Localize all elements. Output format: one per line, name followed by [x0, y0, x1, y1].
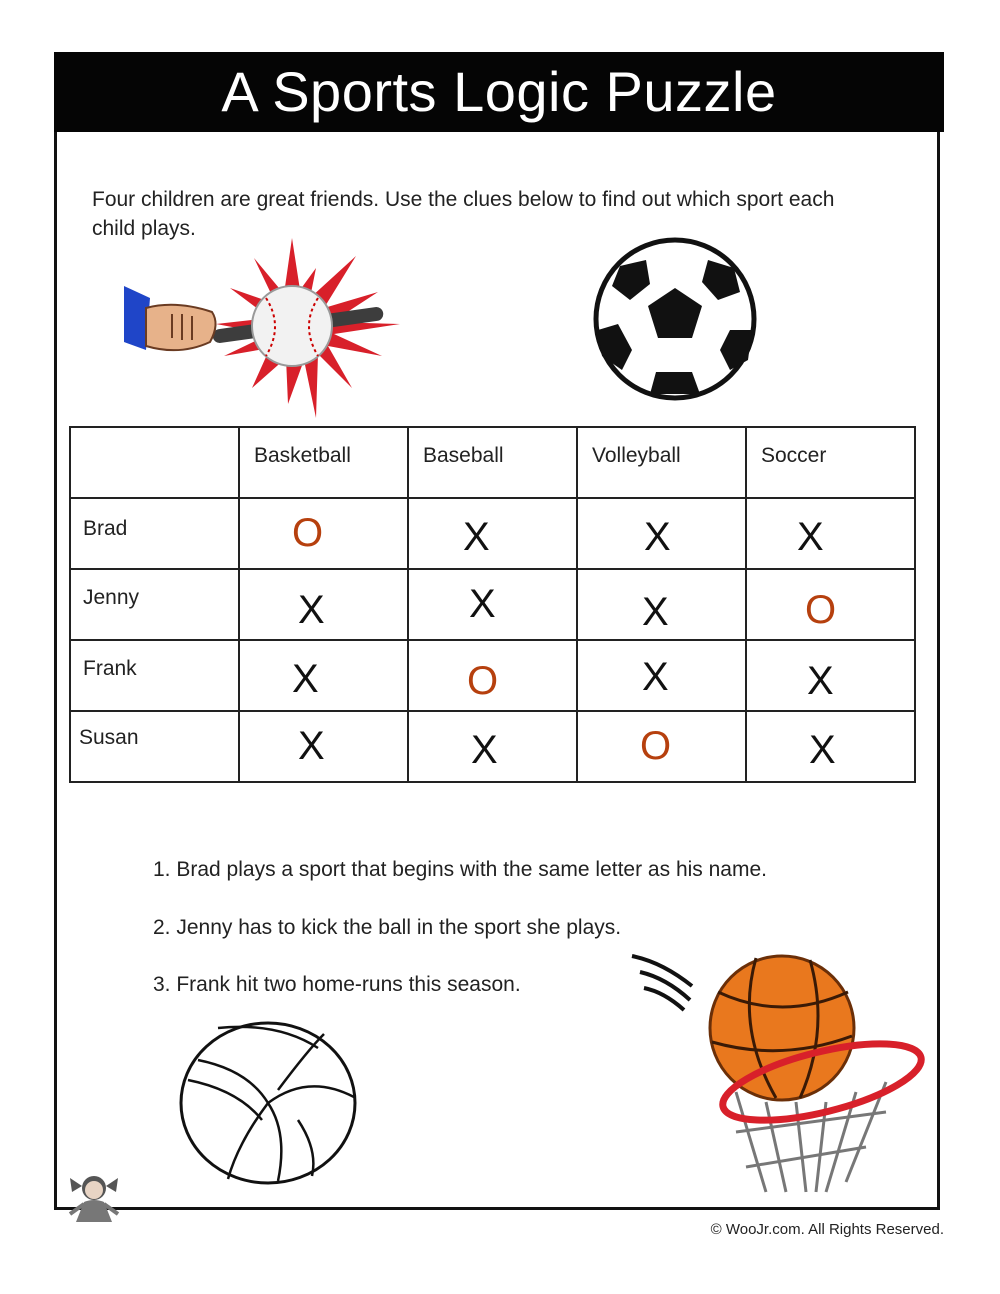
answer-mark: X [642, 590, 669, 634]
basketball-hoop-icon [626, 932, 931, 1202]
title-banner [54, 52, 944, 132]
mascot-girl-icon [62, 1172, 126, 1232]
row-header [70, 640, 239, 711]
answer-mark: O [292, 511, 324, 555]
column-label: Volleyball [592, 444, 681, 467]
soccer-ball-icon [590, 238, 760, 400]
answer-mark: X [809, 728, 836, 772]
grid-row-brad [70, 498, 915, 569]
clue-item: 3. Frank hit two home-runs this season. [153, 973, 521, 996]
answer-mark: O [805, 588, 837, 632]
copyright-footer: © WooJr.com. All Rights Reserved. [710, 1221, 944, 1238]
column-header-volleyball [577, 427, 746, 498]
answer-mark: X [298, 724, 325, 768]
baseball-bat-hit-icon [120, 238, 405, 423]
grid-cell[interactable] [408, 569, 577, 640]
column-header-basketball [239, 427, 408, 498]
grid-cell[interactable] [746, 498, 915, 569]
row-label: Brad [83, 517, 128, 540]
column-label: Baseball [423, 444, 504, 467]
grid-row-jenny [70, 569, 915, 640]
grid-cell[interactable] [577, 711, 746, 782]
grid-cell[interactable] [746, 640, 915, 711]
grid-cell[interactable] [408, 711, 577, 782]
row-label: Frank [83, 657, 137, 680]
page-title: A Sports Logic Puzzle [221, 60, 777, 123]
grid-cell[interactable] [408, 640, 577, 711]
grid-cell[interactable] [239, 711, 408, 782]
column-label: Soccer [761, 444, 827, 467]
answer-mark: X [797, 515, 824, 559]
answer-mark: X [642, 655, 669, 699]
row-label: Susan [79, 726, 139, 749]
grid-row-susan [70, 711, 915, 782]
grid-corner-cell [70, 427, 239, 498]
column-header-baseball [408, 427, 577, 498]
answer-mark: X [644, 515, 671, 559]
grid-cell[interactable] [577, 640, 746, 711]
answer-mark: X [807, 659, 834, 703]
row-header [70, 569, 239, 640]
intro-text: Four children are great friends. Use the clues below to find out which sport each child plays. [92, 188, 835, 240]
grid-cell[interactable] [746, 569, 915, 640]
grid-cell[interactable] [239, 569, 408, 640]
grid-row-frank [70, 640, 915, 711]
answer-mark: X [469, 582, 496, 626]
row-label: Jenny [83, 586, 140, 609]
column-label: Basketball [254, 444, 351, 467]
row-header [70, 498, 239, 569]
answer-mark: X [471, 728, 498, 772]
answer-mark: X [292, 657, 319, 701]
logic-grid [69, 426, 916, 783]
answer-mark: X [298, 588, 325, 632]
clue-item: 2. Jenny has to kick the ball in the sport she plays. [153, 916, 622, 939]
grid-cell[interactable] [239, 498, 408, 569]
clue-item: 1. Brad plays a sport that begins with the same letter as his name. [153, 858, 767, 881]
grid-cell[interactable] [746, 711, 915, 782]
volleyball-icon [178, 1020, 358, 1186]
answer-mark: O [467, 659, 499, 703]
grid-cell[interactable] [577, 498, 746, 569]
grid-cell[interactable] [577, 569, 746, 640]
grid-cell[interactable] [239, 640, 408, 711]
grid-cell[interactable] [408, 498, 577, 569]
row-header [70, 711, 239, 782]
column-header-soccer [746, 427, 915, 498]
grid-header-row [70, 427, 915, 498]
answer-mark: X [463, 515, 490, 559]
answer-mark: O [640, 724, 672, 768]
